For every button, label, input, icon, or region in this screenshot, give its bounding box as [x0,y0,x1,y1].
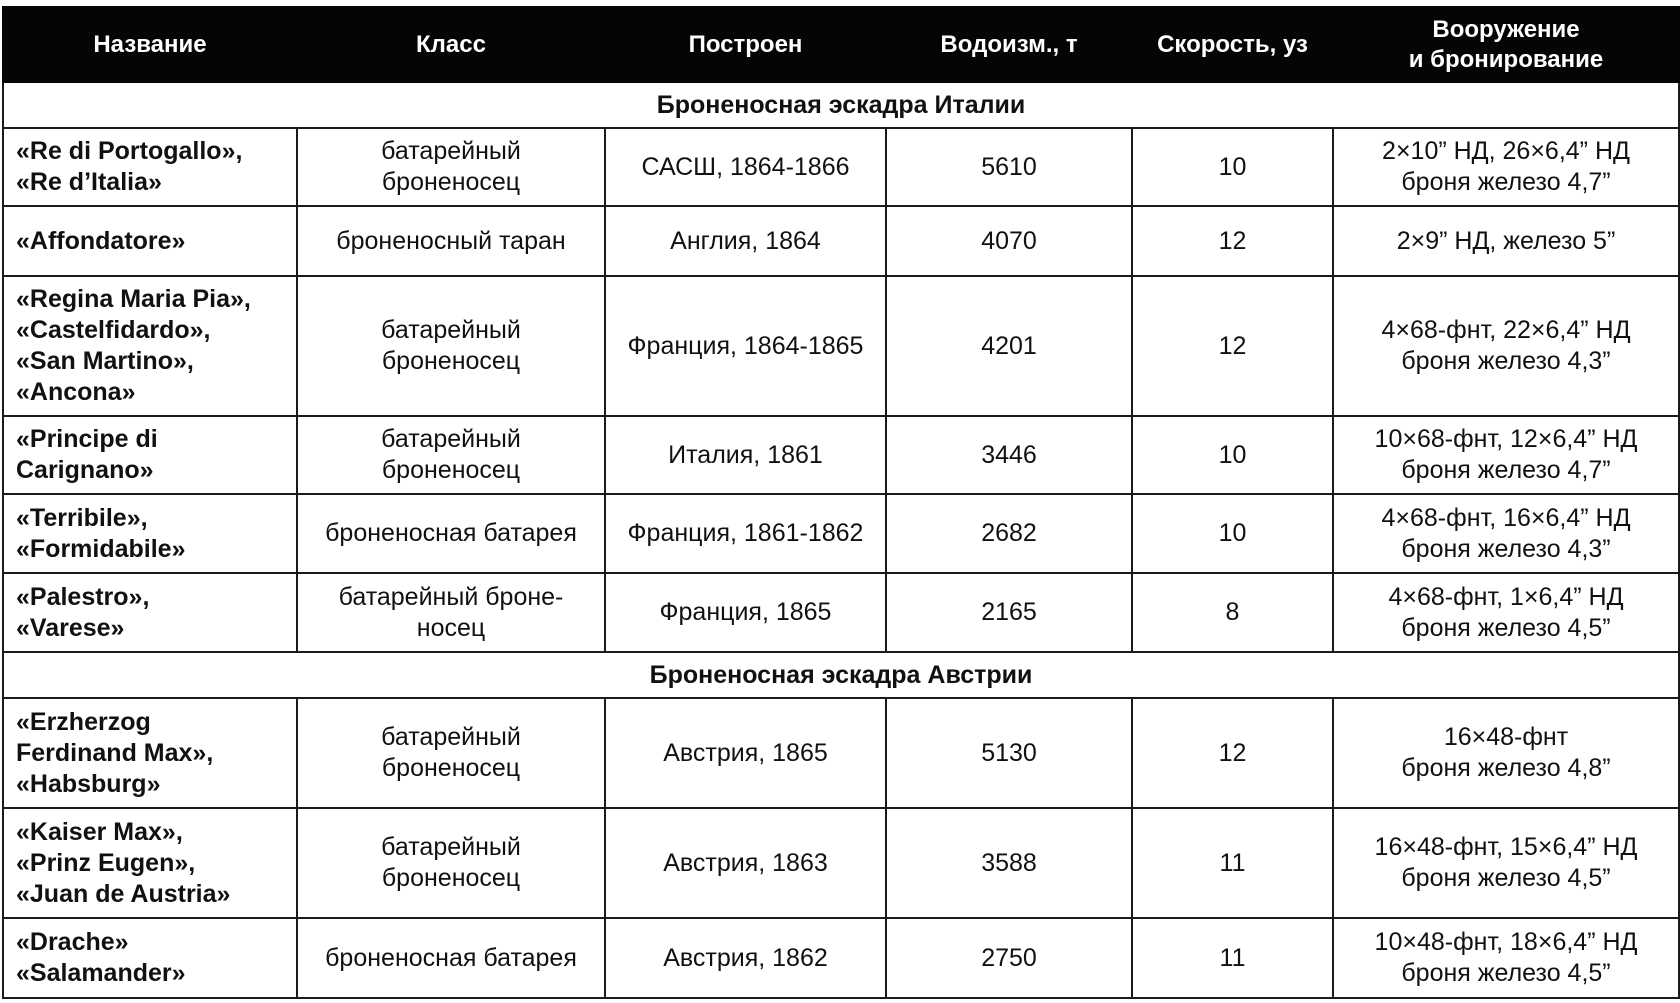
ships-table [2,6,1680,999]
ship-name: «Re di Portogallo», «Re d’Italia» [3,128,297,206]
ship-name: «Regina Maria Pia», «Castelfidardo», «San Martino», «Ancona» [3,276,297,416]
ship-class: батарейный броненосец [297,808,605,918]
ship-class: броненосная батарея [297,918,605,998]
ship-name: «Affondatore» [3,206,297,276]
section-title: Броненосная эскадра Австрии [3,652,1679,698]
table-row [3,918,1679,998]
ship-armament: 10×48-фнт, 18×6,4” НД броня железо 4,5” [1333,918,1679,998]
ship-built: Франция, 1861-1862 [605,494,886,573]
table-row [3,698,1679,808]
section-title: Броненосная эскадра Италии [3,82,1679,128]
ship-armament: 2×10” НД, 26×6,4” НД броня железо 4,7” [1333,128,1679,206]
ship-speed: 8 [1132,573,1333,652]
section-row-austria [3,652,1679,698]
ship-speed: 11 [1132,808,1333,918]
header-speed: Скорость, уз [1132,7,1333,82]
ship-speed: 10 [1132,416,1333,494]
ship-displacement: 2165 [886,573,1132,652]
ship-armament: 4×68-фнт, 1×6,4” НД броня железо 4,5” [1333,573,1679,652]
ship-name: «Erzherzog Ferdinand Max», «Habsburg» [3,698,297,808]
table-row [3,128,1679,206]
ship-displacement: 5130 [886,698,1132,808]
ship-armament: 16×48-фнт, 15×6,4” НД броня железо 4,5” [1333,808,1679,918]
ship-name: «Principe di Carignano» [3,416,297,494]
table-row [3,573,1679,652]
header-name: Название [3,7,297,82]
ship-name: «Terribile», «Formidabile» [3,494,297,573]
ship-armament: 4×68-фнт, 22×6,4” НД броня железо 4,3” [1333,276,1679,416]
table-row [3,494,1679,573]
table-header [3,7,1679,82]
ship-class: батарейный броненосец [297,416,605,494]
header-class: Класс [297,7,605,82]
ship-built: Австрия, 1862 [605,918,886,998]
ship-displacement: 2750 [886,918,1132,998]
ship-armament: 10×68-фнт, 12×6,4” НД броня железо 4,7” [1333,416,1679,494]
ship-class: броненосный таран [297,206,605,276]
ship-speed: 10 [1132,128,1333,206]
header-displacement: Водоизм., т [886,7,1132,82]
ship-built: Франция, 1864-1865 [605,276,886,416]
header-armament: Вооружение и бронирование [1333,7,1679,82]
ship-built: САСШ, 1864-1866 [605,128,886,206]
ship-class: батарейный броненосец [297,128,605,206]
ship-armament: 4×68-фнт, 16×6,4” НД броня железо 4,3” [1333,494,1679,573]
ship-displacement: 3446 [886,416,1132,494]
ship-speed: 10 [1132,494,1333,573]
ship-speed: 12 [1132,276,1333,416]
ship-displacement: 2682 [886,494,1132,573]
ship-built: Италия, 1861 [605,416,886,494]
table-row [3,416,1679,494]
ship-speed: 11 [1132,918,1333,998]
table-body [3,82,1679,998]
ship-speed: 12 [1132,206,1333,276]
section-row-italy [3,82,1679,128]
header-built: Построен [605,7,886,82]
ship-displacement: 4201 [886,276,1132,416]
ship-name: «Drache» «Salamander» [3,918,297,998]
ship-displacement: 5610 [886,128,1132,206]
ship-displacement: 4070 [886,206,1132,276]
header-row [3,7,1679,82]
ship-class: батарейный броненосец [297,698,605,808]
ship-class: батарейный броненосец [297,276,605,416]
ship-armament: 16×48-фнт броня железо 4,8” [1333,698,1679,808]
ship-armament: 2×9” НД, железо 5” [1333,206,1679,276]
table-row [3,206,1679,276]
ship-name: «Kaiser Max», «Prinz Eugen», «Juan de Austria» [3,808,297,918]
ship-class: броненосная батарея [297,494,605,573]
ship-built: Англия, 1864 [605,206,886,276]
ship-name: «Palestro», «Varese» [3,573,297,652]
ship-class: батарейный броне- носец [297,573,605,652]
ship-built: Франция, 1865 [605,573,886,652]
ship-built: Австрия, 1865 [605,698,886,808]
table-row [3,808,1679,918]
table-row [3,276,1679,416]
ship-speed: 12 [1132,698,1333,808]
ship-displacement: 3588 [886,808,1132,918]
ship-built: Австрия, 1863 [605,808,886,918]
